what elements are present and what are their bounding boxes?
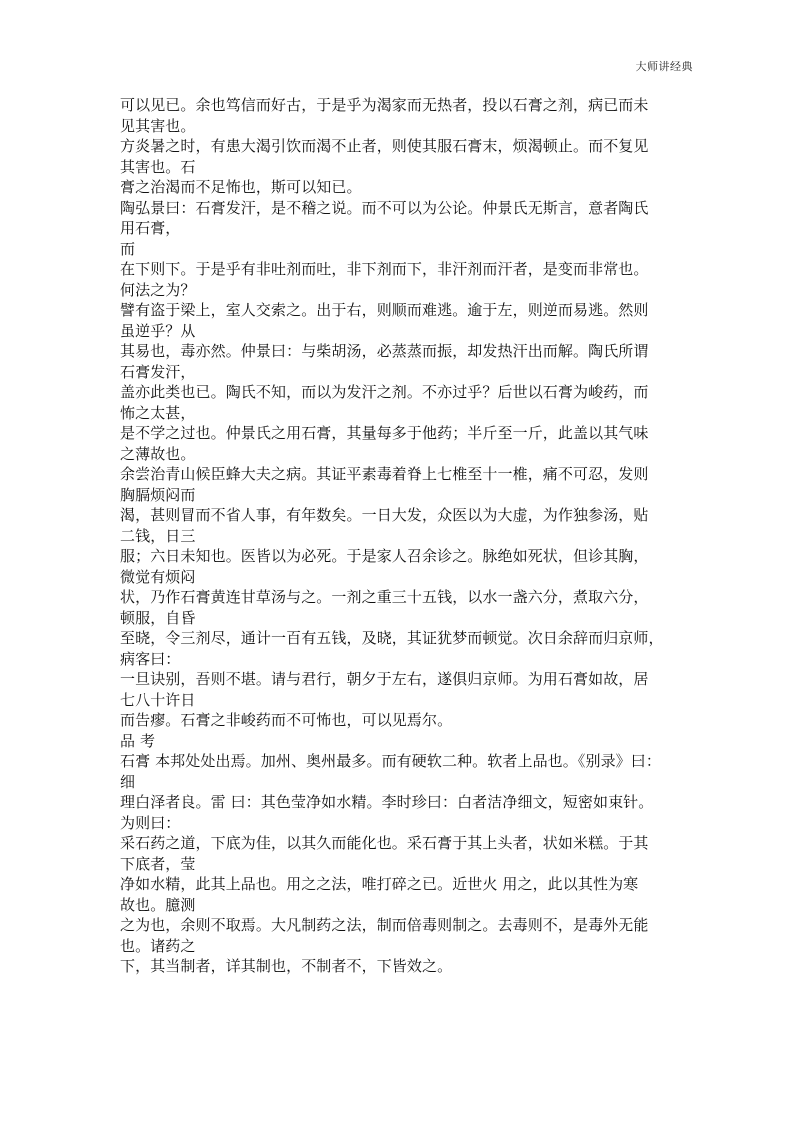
text-line: 顿服，自昏 xyxy=(120,608,196,627)
text-line: 其易也，毒亦然。仲景曰：与柴胡汤，必蒸蒸而振，却发热汗出而解。陶氏所谓 xyxy=(120,342,649,360)
text-line: 微觉有烦闷 xyxy=(120,567,196,586)
text-line: 净如水精，此其上品也。用之之法，唯打碎之已。近世火 用之，此以其性为寒 xyxy=(120,875,639,893)
text-line: 虽逆乎？从 xyxy=(120,321,196,340)
text-line: 下，其当制者，详其制也，不制者不，下皆效之。 xyxy=(120,957,453,975)
text-line: 陶弘景曰：石膏发汗，是不稽之说。而不可以为公论。仲景氏无斯言，意者陶氏 xyxy=(120,198,649,217)
page-header: 大师讲经典 xyxy=(635,60,693,73)
section-heading: 品 考 xyxy=(120,731,156,750)
text-line: 也。诸药之 xyxy=(120,936,196,955)
text-line: 故也。臆测 xyxy=(120,895,196,914)
text-line: 盖亦此类也已。陶氏不知，而以为发汗之剂。不亦过乎？后世以石膏为峻药，而 xyxy=(120,383,649,401)
text-line: 一旦诀别，吾则不堪。请与君行，朝夕于左右，遂俱归京师。为用石膏如故，居 xyxy=(120,670,649,688)
text-line: 下底者，莹 xyxy=(120,854,196,873)
text-line: 譬有盗于梁上，室人交索之。出于右，则顺而难逃。逾于左，则逆而易逃。然则 xyxy=(120,301,649,319)
text-line: 胸膈烦闷而 xyxy=(120,485,196,504)
text-line: 是不学之过也。仲景氏之用石膏，其量每多于他药；半斤至一斤，此盖以其气味 xyxy=(120,424,649,442)
text-line: 为则曰： xyxy=(120,813,181,832)
text-line: 何法之为？ xyxy=(120,280,196,299)
text-line: 渴，甚则冒而不省人事，有年数矣。一日大发，众医以为大虚，为作独参汤，贴 xyxy=(120,506,649,524)
text-line: 见其害也。 xyxy=(120,116,196,135)
text-line: 在下则下。于是乎有非吐剂而吐，非下剂而下，非汗剂而汗者，是变而非常也。 xyxy=(120,260,649,278)
text-line: 膏之治渴而不足怖也，斯可以知已。 xyxy=(120,178,362,196)
text-line: 石膏发汗， xyxy=(120,362,196,381)
text-line: 病客曰： xyxy=(120,649,181,668)
document-body xyxy=(120,95,710,977)
text-line: 七八十许日 xyxy=(120,690,196,709)
text-line: 理白泽者良。雷 曰：其色莹净如水精。李时珍曰：白者洁净细文，短密如束针。 xyxy=(120,793,654,811)
text-line: 石膏 本邦处处出焉。加州、奥州最多。而有硬软二种。软者上品也。《别录》曰： xyxy=(120,752,661,770)
text-line: 服；六日未知也。医皆以为必死。于是家人召余诊之。脉绝如死状，但诊其胸， xyxy=(120,547,649,565)
text-line: 怖之太甚， xyxy=(120,403,196,422)
text-line: 而告瘳。石膏之非峻药而不可怖也，可以见焉尔。 xyxy=(120,711,453,729)
text-line: 至晓，令三剂尽，通计一百有五钱，及晓，其证犹梦而顿觉。次日余辞而归京师， xyxy=(120,629,664,647)
text-line: 而 xyxy=(120,239,136,258)
text-line: 细 xyxy=(120,772,136,791)
text-line: 方炎暑之时，有患大渴引饮而渴不止者，则使其服石膏末，烦渴顿止。而不复见 xyxy=(120,137,649,155)
text-line: 之薄故也。 xyxy=(120,444,196,463)
text-line: 可以见已。余也笃信而好古，于是乎为渴家而无热者，投以石膏之剂，病已而未 xyxy=(120,96,649,114)
text-line: 二钱，日三 xyxy=(120,526,196,545)
text-line: 采石药之道，下底为佳，以其久而能化也。采石膏于其上头者，状如米糕。于其 xyxy=(120,834,649,852)
text-line: 用石膏， xyxy=(120,219,181,237)
text-line: 之为也，余则不取焉。大凡制药之法，制而倍毒则制之。去毒则不，是毒外无能 xyxy=(120,916,649,934)
text-line: 余尝治青山候臣蜂大夫之病。其证平素毒着脊上七椎至十一椎，痛不可忍，发则 xyxy=(120,465,649,483)
text-line: 其害也。石 xyxy=(120,157,196,176)
text-line: 状，乃作石膏黄连甘草汤与之。一剂之重三十五钱，以水一盏六分，煮取六分， xyxy=(120,588,649,606)
